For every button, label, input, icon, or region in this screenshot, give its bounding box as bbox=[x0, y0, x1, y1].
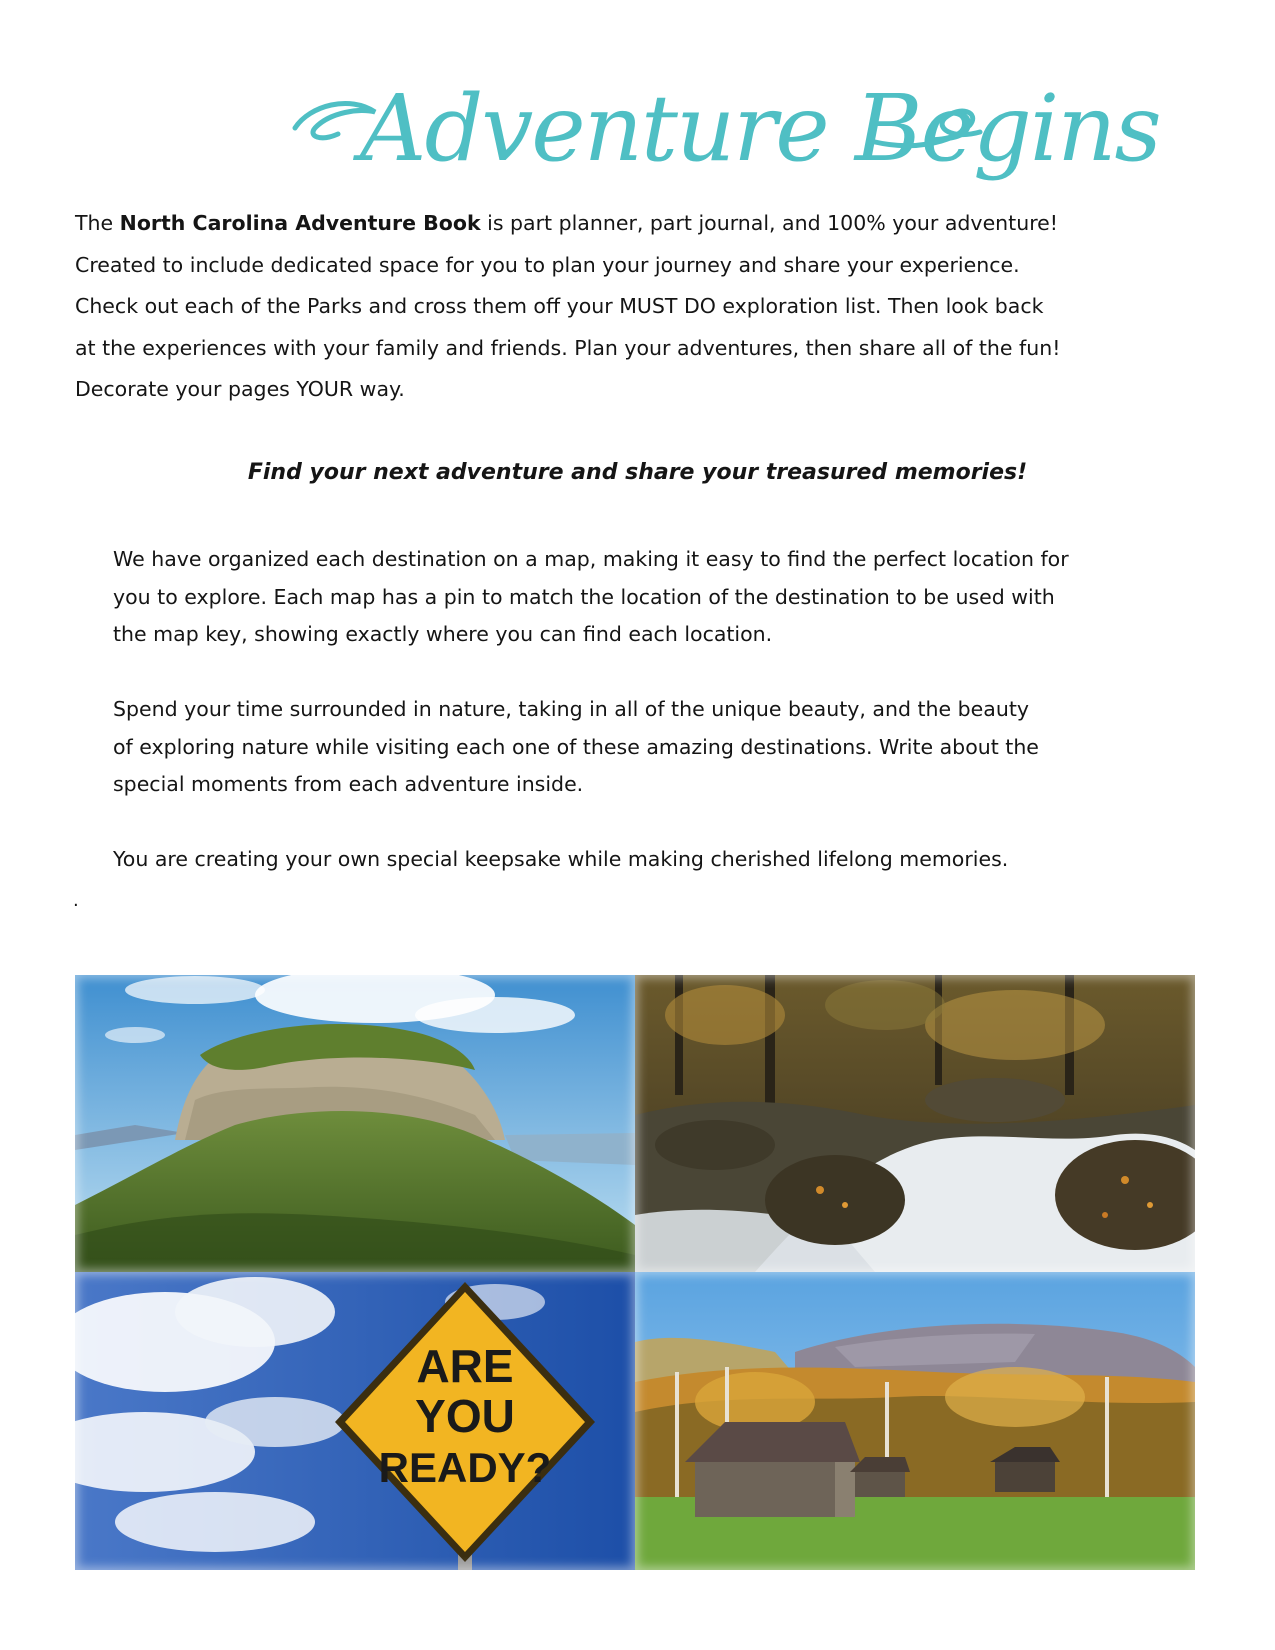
paragraph-line: the map key, showing exactly where you can find each location. bbox=[113, 622, 773, 646]
sign-line-1: ARE bbox=[416, 1340, 514, 1392]
page-title bbox=[290, 50, 1160, 200]
paragraph-line: Spend your time surrounded in nature, taking in all of the unique beauty, and the beauty bbox=[113, 697, 1030, 721]
paragraph-nature bbox=[113, 691, 1203, 804]
paragraph-line: You are creating your own special keepsake while making cherished lifelong memories. bbox=[113, 847, 1009, 871]
intro-line-1: The North Carolina Adventure Book is part planner, part journal, and 100% your adventure! bbox=[75, 211, 1059, 235]
photo-cabin bbox=[635, 1272, 1195, 1570]
paragraph-line: We have organized each destination on a map, making it easy to find the perfect location for bbox=[113, 547, 1069, 571]
tagline: Find your next adventure and share your treasured memories! bbox=[247, 460, 1028, 485]
paragraph-keepsake bbox=[113, 841, 1203, 879]
creek-illustration bbox=[635, 975, 1195, 1272]
mountain-illustration bbox=[75, 975, 635, 1272]
page-title-text: Adventure Begins bbox=[360, 75, 1160, 182]
sign-line-2: YOU bbox=[415, 1390, 515, 1442]
paragraph-maps bbox=[113, 541, 1203, 654]
sign-line-3: READY? bbox=[378, 1444, 552, 1491]
paragraph-line: special moments from each adventure inside. bbox=[113, 772, 584, 796]
intro-line-3: Check out each of the Parks and cross them off your MUST DO exploration list. Then look back bbox=[75, 294, 1044, 318]
intro-line-5: Decorate your pages YOUR way. bbox=[75, 377, 405, 401]
photo-road-sign bbox=[75, 1272, 635, 1570]
intro-line-2: Created to include dedicated space for you to plan your journey and share your experience. bbox=[75, 252, 1020, 277]
intro-line-4: at the experiences with your family and friends. Plan your adventures, then share all of the fun! bbox=[75, 335, 1061, 360]
book-name: North Carolina Adventure Book bbox=[119, 211, 481, 235]
photo-creek bbox=[635, 975, 1195, 1272]
stray-mark: . bbox=[73, 890, 79, 911]
sign-illustration bbox=[75, 1272, 635, 1570]
cabin-illustration bbox=[635, 1272, 1195, 1570]
photo-mountain bbox=[75, 975, 635, 1272]
paragraph-line: of exploring nature while visiting each one of these amazing destinations. Write about the bbox=[113, 734, 1039, 759]
intro-text bbox=[75, 203, 1205, 411]
paragraph-line: you to explore. Each map has a pin to match the location of the destination to be used with bbox=[113, 584, 1055, 609]
